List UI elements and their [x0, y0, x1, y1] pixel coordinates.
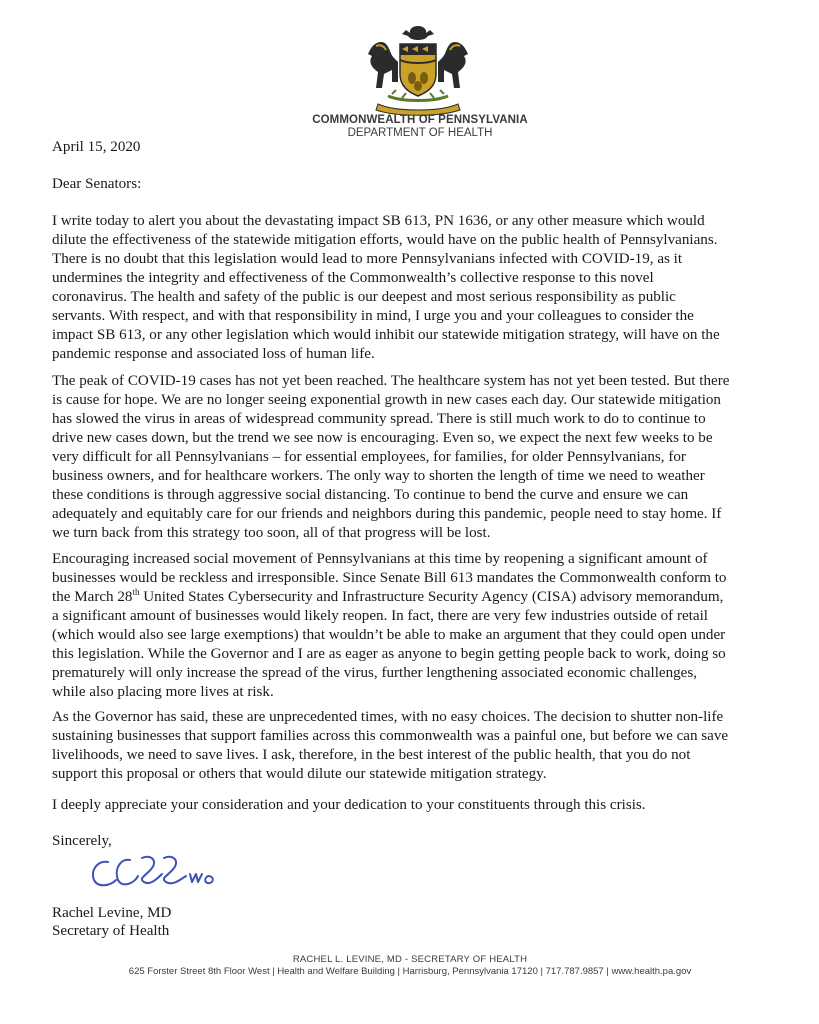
paragraph-line: the March 28th United States Cybersecurity and Infrastructure Security Agency (CISA) advisory memorandum, [52, 586, 724, 605]
footer-name-line: RACHEL L. LEVINE, MD - SECRETARY OF HEALTH [292, 954, 528, 965]
letterhead-department: DEPARTMENT OF HEALTH [347, 127, 493, 139]
paragraph-line: a significant amount of businesses would likely reopen. In fact, there are very few industries outside of retail [52, 608, 708, 624]
letter-closing: Sincerely, [52, 833, 112, 849]
paragraph-line: business owners, and for healthcare workers. The only way to shorten the length of time we need to weather [52, 468, 705, 484]
paragraph-line: impact SB 613, or any other legislation which would inhibit our statewide mitigation strategy, will have on the [52, 327, 720, 343]
pennsylvania-seal-icon [362, 22, 474, 117]
paragraph-3 [52, 550, 772, 702]
paragraph-line: coronavirus. The health and safety of the public is our deepest and most serious responsibility as public [52, 289, 676, 305]
paragraph-line: is cause for hope. We are no longer seeing exponential growth in new cases each day. Our statewide mitigation [52, 392, 721, 408]
paragraph-line: dilute the effectiveness of the statewide mitigation efforts, would have on the public health of Pennsylvanians. [52, 232, 718, 248]
paragraph-line: we turn back from this strategy too soon, all of that progress will be lost. [52, 525, 491, 541]
signature-icon [86, 848, 236, 896]
paragraph-line: (which would also see large exemptions) that wouldn’t be able to make an argument that they could open under [52, 627, 726, 643]
paragraph-line: sustaining businesses that support families across this commonwealth was a painful one, but before we can save [52, 728, 729, 744]
paragraph-1 [52, 212, 772, 364]
paragraph-line: this legislation. While the Governor and I are as eager as anyone to begin getting people back to work, doing so [52, 646, 726, 662]
paragraph-line: undermines the integrity and effectiveness of the Commonwealth’s collective response to this novel [52, 270, 654, 286]
footer-address-line: 625 Forster Street 8th Floor West | Health and Welfare Building | Harrisburg, Pennsylvania 17120 | 717.787.9857 | www.health.pa.gov [128, 966, 692, 977]
signer-name: Rachel Levine, MD [52, 905, 172, 921]
paragraph-line: while also placing more lives at risk. [52, 684, 274, 700]
signer-title: Secretary of Health [52, 923, 170, 939]
paragraph-line: Encouraging increased social movement of Pennsylvanians at this time by reopening a significant amount of [52, 551, 708, 567]
paragraph-4 [52, 708, 772, 784]
paragraph-line: There is no doubt that this legislation would lead to more Pennsylvanians infected with COVID-19, as it [52, 251, 683, 267]
letter-date: April 15, 2020 [52, 139, 141, 155]
paragraph-line: prematurely will only increase the spread of the virus, further lengthening associated economic challenges, [52, 665, 698, 681]
paragraph-line: As the Governor has said, these are unprecedented times, with no easy choices. The decision to shutter non-life [52, 709, 724, 725]
paragraph-line: businesses would be reckless and irresponsible. Since Senate Bill 613 mandates the Commonwealth conform to [52, 570, 727, 586]
paragraph-line: very difficult for all Pennsylvanians – for essential employees, for families, for older Pennsylvanians, for [52, 449, 686, 465]
paragraph-line: I deeply appreciate your consideration and your dedication to your constituents through this crisis. [52, 797, 646, 813]
paragraph-line: support this proposal or others that would dilute our statewide mitigation strategy. [52, 766, 547, 782]
paragraph-line: The peak of COVID-19 cases has not yet been reached. The healthcare system has not yet been tested. But there [52, 373, 730, 389]
paragraph-line: has slowed the virus in areas of widespread community spread. There is still much work to do to continue to [52, 411, 706, 427]
paragraph-line: adequately and equitably care for our friends and neighbors during this pandemic, people need to stay home. If [52, 506, 722, 522]
paragraph-line: pandemic response and associated loss of human life. [52, 346, 375, 362]
paragraph-line: I write today to alert you about the devastating impact SB 613, PN 1636, or any other measure which would [52, 213, 705, 229]
paragraph-5 [52, 796, 772, 815]
paragraph-line: servants. With respect, and with that responsibility in mind, I urge you and your colleagues to consider the [52, 308, 694, 324]
letterhead-organization: COMMONWEALTH OF PENNSYLVANIA [312, 114, 528, 126]
letter-salutation: Dear Senators: [52, 176, 142, 192]
paragraph-line: drive new cases down, but the trend we see now is encouraging. Even so, we expect the next few weeks to be [52, 430, 713, 446]
paragraph-2 [52, 372, 772, 543]
paragraph-line: livelihoods, we need to save lives. I ask, therefore, in the best interest of the public health, that you do not [52, 747, 691, 763]
paragraph-line: these conditions is through aggressive social distancing. To continue to bend the curve and ensure we can [52, 487, 689, 503]
